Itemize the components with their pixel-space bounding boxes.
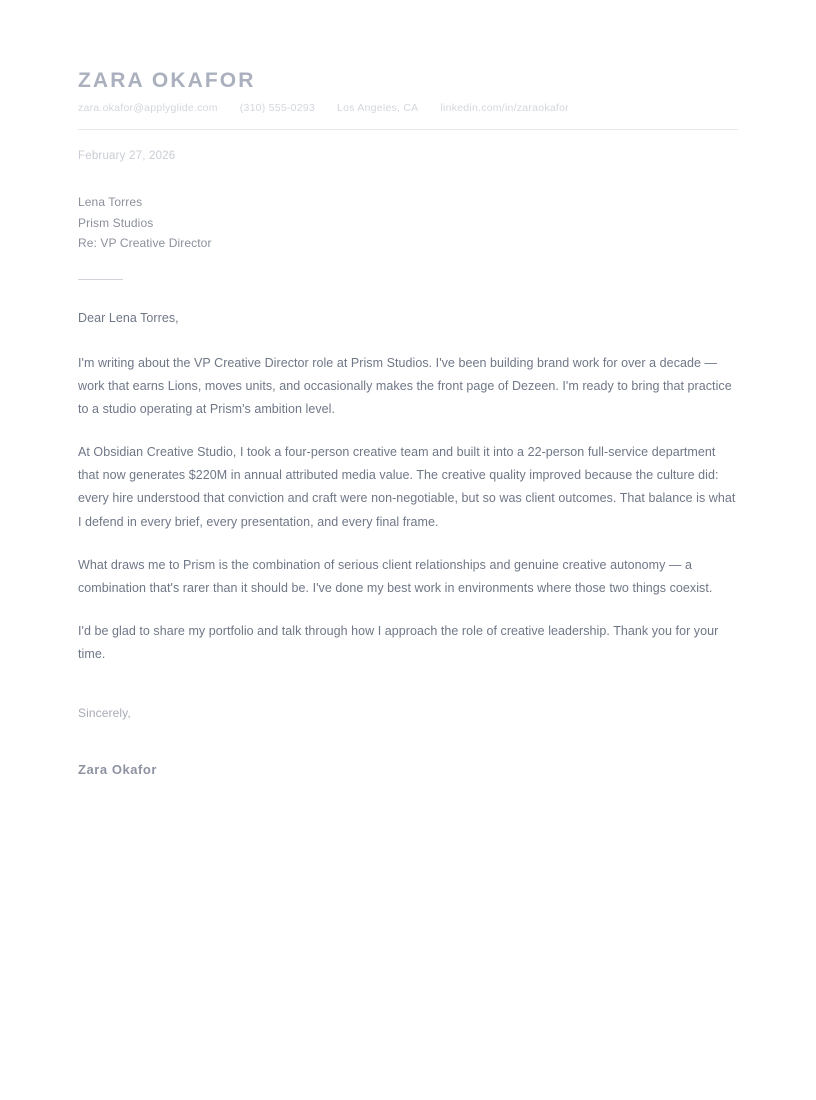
recipient-block (78, 192, 738, 254)
body-paragraph: What draws me to Prism is the combination of serious client relationships and genuine creative autonomy — a combination that's rarer than it should be. I've done my best work in environments where those two things coexist. (78, 557, 713, 595)
recipient-company: Prism Studios (78, 215, 154, 230)
letter-body (78, 352, 738, 666)
salutation: Dear Lena Torres, (78, 310, 179, 325)
contact-line (78, 102, 738, 116)
closing-salutation: Sincerely, (78, 706, 131, 721)
section-divider (78, 279, 123, 280)
recipient-subject: Re: VP Creative Director (78, 236, 212, 251)
sender-name: ZARA OKAFOR (78, 69, 256, 92)
letterhead-divider (78, 129, 738, 130)
letterhead (78, 60, 738, 130)
signature-name: Zara Okafor (78, 762, 158, 778)
body-paragraph: At Obsidian Creative Studio, I took a four-person creative team and built it into a 22-person full-service department that now generates $220M in annual attributed media value. The creative quality improved because the culture did: every hire understood that conviction and craft were non-negotiable, but so was client outcomes. That balance is what I defend in every brief, every presentation, and every final frame. (78, 445, 736, 529)
letter-date: February 27, 2026 (78, 149, 176, 162)
recipient-name: Lena Torres (78, 194, 143, 209)
contact-email[interactable]: zara.okafor@applyglide.com (78, 102, 218, 115)
contact-phone[interactable]: (310) 555-0293 (239, 102, 316, 115)
body-paragraph: I'd be glad to share my portfolio and talk through how I approach the role of creative leadership. Thank you for your time. (78, 623, 719, 662)
contact-location: Los Angeles, CA (337, 102, 419, 115)
body-paragraph: I'm writing about the VP Creative Director role at Prism Studios. I've been building brand work for over a decade — work that earns Lions, moves units, and occasionally makes the front page of Dezeen. I'm ready to bring that practice to a studio operating at Prism's ambition level. (78, 355, 732, 417)
contact-linkedin[interactable]: linkedin.com/in/zaraokafor (440, 102, 569, 115)
